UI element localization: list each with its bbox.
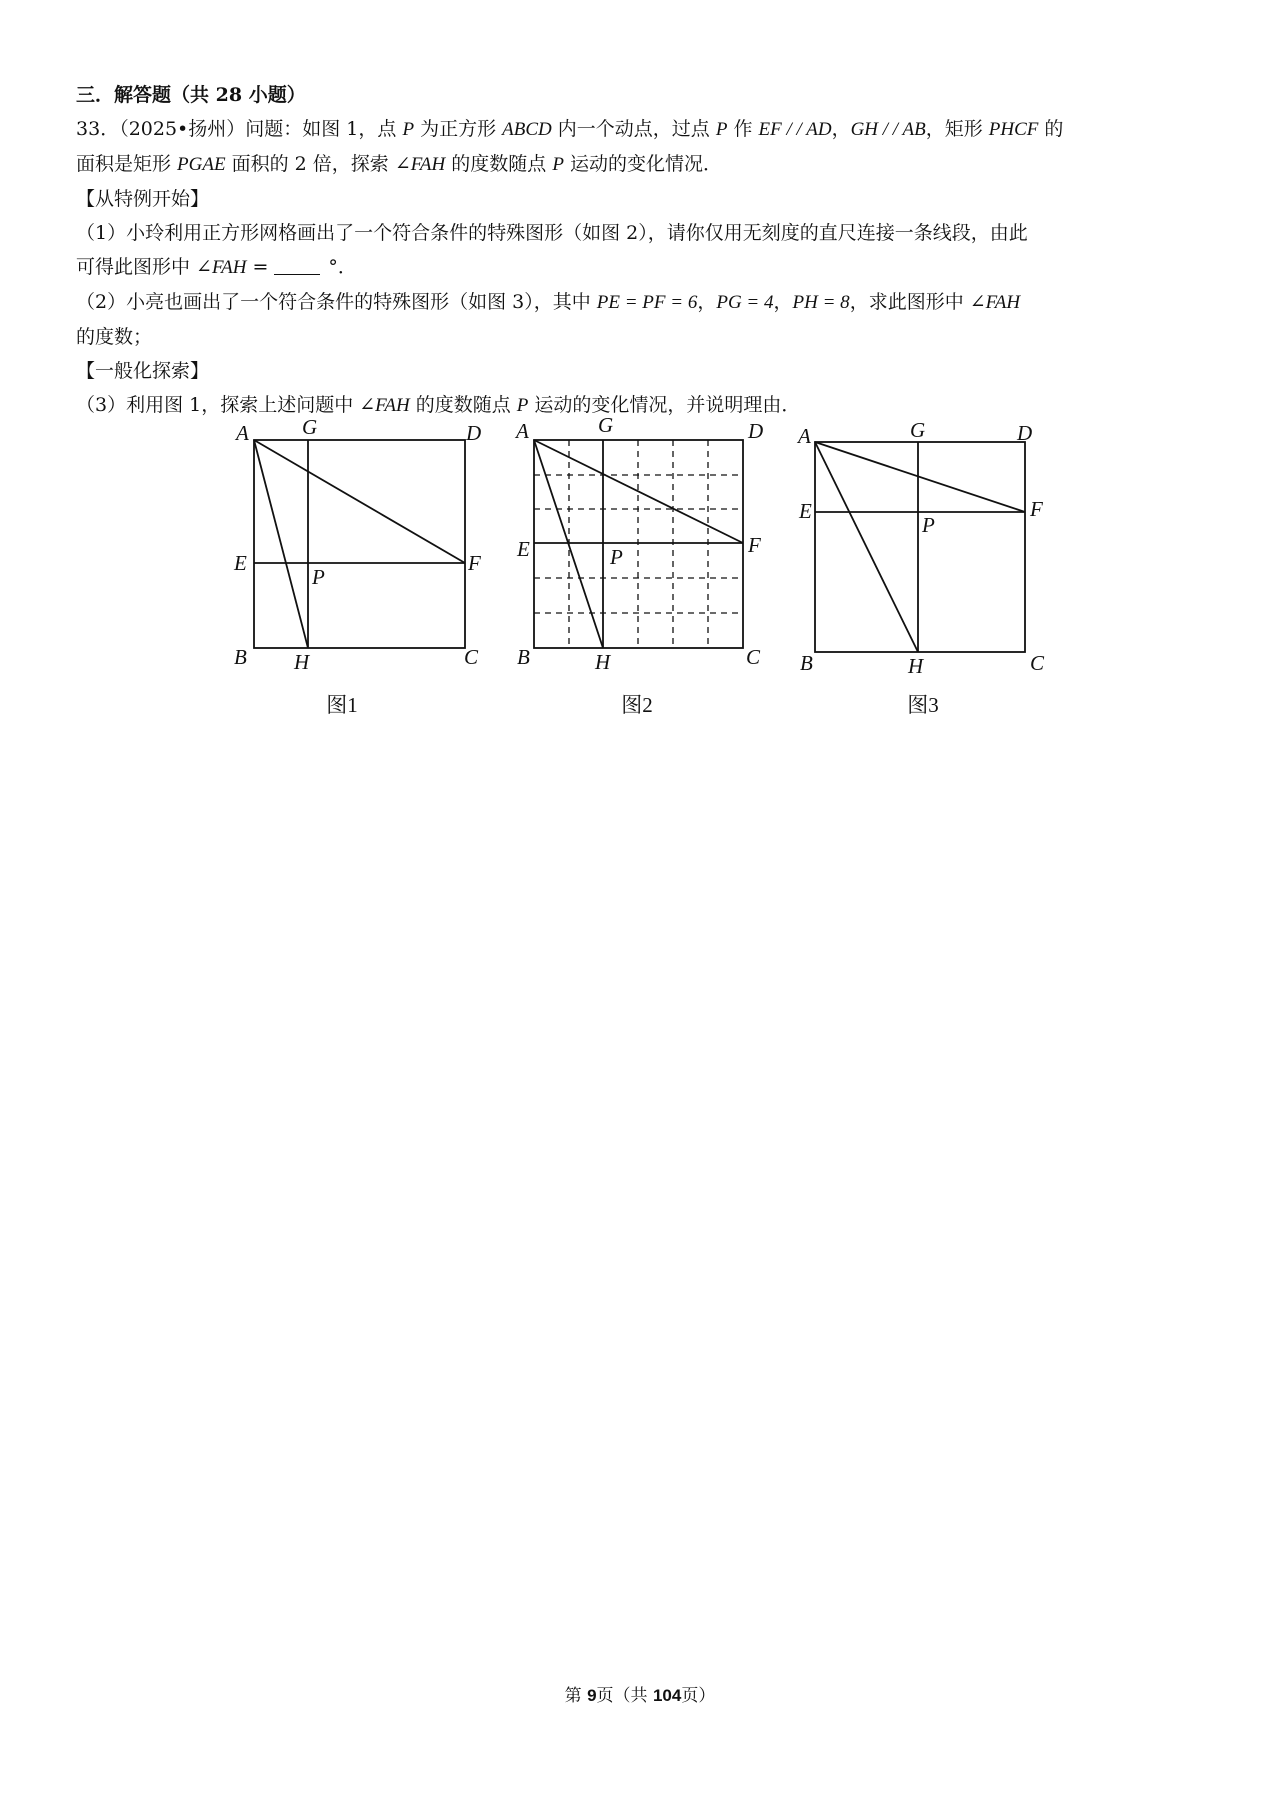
fig3-line-ah bbox=[815, 442, 918, 652]
page-footer bbox=[0, 1681, 1280, 1706]
text-l1g: 的 bbox=[1038, 118, 1064, 140]
math-p: P bbox=[402, 119, 415, 140]
text-sep2: ， bbox=[773, 291, 793, 313]
fig1-label-d: D bbox=[466, 421, 482, 445]
text-q3c: 运动的变化情况，并说明理由． bbox=[528, 394, 801, 416]
math-p: P bbox=[552, 154, 564, 175]
math-p: P bbox=[715, 119, 728, 140]
section-title-pre: 三．解答题（共 bbox=[76, 84, 216, 106]
fig2-line-ah bbox=[534, 440, 603, 648]
math-gh-parallel-ab: GH / / AB bbox=[850, 119, 926, 140]
fig1-square bbox=[254, 440, 465, 648]
math-angle-fah: ∠FAH bbox=[359, 395, 410, 416]
text-q3a: （3）利用图 1，探索上述问题中 bbox=[76, 394, 360, 416]
text-q1d: °． bbox=[328, 256, 357, 278]
math-angle-fah: ∠FAH bbox=[394, 154, 446, 175]
fig1-label-f: F bbox=[468, 551, 481, 575]
fig3-label-f: F bbox=[1030, 497, 1043, 521]
math-angle-fah: ∠FAH bbox=[196, 257, 247, 278]
text-l1c: 内一个动点，过点 bbox=[551, 118, 716, 140]
fig1-line-ah bbox=[254, 440, 308, 648]
fig1-label-b: B bbox=[234, 645, 247, 669]
text-l2d: 运动的变化情况． bbox=[563, 153, 722, 175]
text-l1f: ，矩形 bbox=[925, 118, 989, 140]
fig2-label-g: G bbox=[598, 413, 614, 437]
text-l1d: 作 bbox=[727, 118, 759, 140]
fig3-line-af bbox=[815, 442, 1025, 512]
fig2-label-h: H bbox=[595, 650, 611, 674]
problem-line-2 bbox=[76, 147, 1216, 182]
footer-post: 页） bbox=[681, 1686, 716, 1706]
fig3-label-a: A bbox=[798, 424, 811, 448]
text-q2a: （2）小亮也画出了一个符合条件的特殊图形（如图 3），其中 bbox=[76, 291, 597, 313]
heading-general: 【一般化探索】 bbox=[76, 360, 210, 382]
fig3-label-p: P bbox=[922, 513, 935, 537]
fig2-label-a: A bbox=[516, 419, 529, 443]
problem-number: 33 bbox=[76, 118, 101, 140]
problem-source: （2025•扬州） bbox=[119, 118, 246, 140]
footer-mid: 页（共 bbox=[596, 1686, 653, 1706]
footer-pre: 第 bbox=[564, 1686, 588, 1706]
figure-1-diagram bbox=[254, 440, 465, 648]
fig2-caption: 图2 bbox=[621, 693, 653, 717]
text-l2c: 的度数随点 bbox=[445, 153, 553, 175]
text-q1c: = bbox=[246, 256, 269, 278]
math-pe-pf-6: PE = PF = 6 bbox=[596, 292, 698, 313]
figure-3-diagram bbox=[815, 442, 1025, 652]
total-pages: 104 bbox=[652, 1686, 682, 1705]
text-q2b: ，求此图形中 bbox=[849, 291, 970, 313]
fig2-label-c: C bbox=[746, 645, 761, 669]
answer-blank[interactable] bbox=[274, 252, 320, 275]
section-title-num: 28 bbox=[215, 84, 243, 106]
fig2-line-af bbox=[534, 440, 743, 543]
math-phcf: PHCF bbox=[988, 119, 1039, 140]
fig1-label-p: P bbox=[312, 565, 325, 589]
math-ef-parallel-ad: EF / / AD bbox=[758, 119, 832, 140]
math-ph-8: PH = 8 bbox=[792, 292, 850, 313]
question-2-line-2: 的度数； bbox=[76, 326, 153, 348]
text-l1e: ， bbox=[831, 118, 851, 140]
fig2-label-d: D bbox=[748, 419, 764, 443]
fig1-caption: 图1 bbox=[326, 693, 358, 717]
fig3-label-b: B bbox=[800, 651, 813, 675]
question-1-line-1: （1）小玲利用正方形网格画出了一个符合条件的特殊图形（如图 2），请你仅用无刻度的直尺连接一条线段，由此 bbox=[76, 222, 1028, 244]
fig2-square bbox=[534, 440, 743, 648]
fig3-label-c: C bbox=[1030, 651, 1045, 675]
section-title bbox=[76, 78, 1216, 112]
fig1-label-g: G bbox=[302, 415, 318, 439]
fig3-caption: 图3 bbox=[907, 693, 939, 717]
fig2-label-b: B bbox=[517, 645, 530, 669]
fig1-label-h: H bbox=[294, 650, 310, 674]
fig2-label-e: E bbox=[517, 537, 530, 561]
text-q3b: 的度数随点 bbox=[409, 394, 517, 416]
text-sep1: ， bbox=[697, 291, 717, 313]
fig2-label-f: F bbox=[748, 533, 761, 557]
math-pgae: PGAE bbox=[177, 154, 226, 175]
fig1-label-c: C bbox=[464, 645, 479, 669]
fig3-label-d: D bbox=[1017, 421, 1033, 445]
fig3-label-g: G bbox=[910, 418, 926, 442]
text-l2a: 面积是矩形 bbox=[76, 153, 178, 175]
text-q1b: 可得此图形中 bbox=[76, 256, 197, 278]
question-1-line-2 bbox=[76, 250, 1216, 285]
math-p: P bbox=[516, 395, 529, 416]
text-l2b: 面积的 2 倍，探索 bbox=[225, 153, 395, 175]
problem-content bbox=[76, 78, 1216, 423]
section-title-post: 小题） bbox=[242, 84, 306, 106]
fig1-line-af bbox=[254, 440, 465, 563]
fig3-label-e: E bbox=[799, 499, 812, 523]
problem-line-1: 33．（2025•扬州）问题：如图 1，点 P 为正方形 ABCD 内一个动点，过点 P 作 EF / / AD，GH / / AB，矩形 PHCF 的 bbox=[76, 118, 1064, 140]
question-2-line-1 bbox=[76, 285, 1216, 320]
text-l1a: 问题：如图 1，点 bbox=[245, 118, 403, 140]
question-3 bbox=[76, 388, 1216, 423]
fig3-label-h: H bbox=[908, 654, 924, 678]
math-abcd: ABCD bbox=[502, 119, 552, 140]
fig2-label-p: P bbox=[610, 545, 623, 569]
heading-special-case: 【从特例开始】 bbox=[76, 188, 210, 210]
text-l1b: 为正方形 bbox=[414, 118, 503, 140]
page-number: 9 bbox=[587, 1686, 597, 1705]
fig2-grid bbox=[534, 440, 743, 648]
math-pg-4: PG = 4 bbox=[716, 292, 774, 313]
fig3-square bbox=[815, 442, 1025, 652]
fig1-label-a: A bbox=[236, 421, 249, 445]
figure-2-diagram bbox=[534, 440, 743, 648]
fig1-label-e: E bbox=[234, 551, 247, 575]
math-angle-fah: ∠FAH bbox=[969, 292, 1021, 313]
